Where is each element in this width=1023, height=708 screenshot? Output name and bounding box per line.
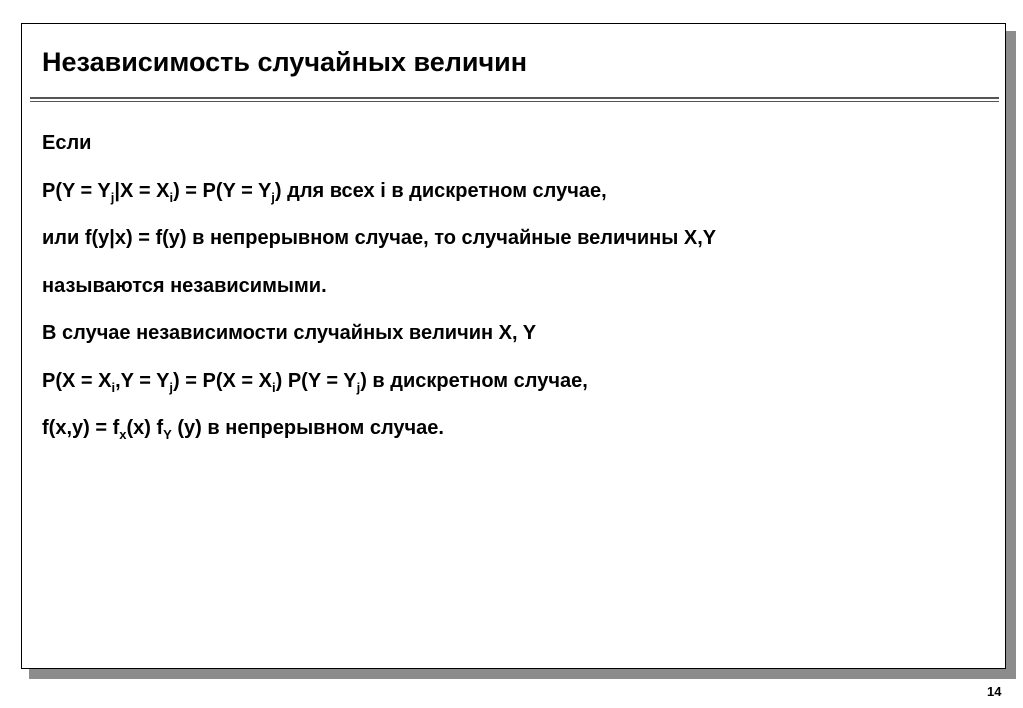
subscript: j [356, 379, 361, 395]
text-line [42, 220, 992, 268]
text-segment: ) P(Y = Y [275, 369, 357, 392]
text-segment: или f(y|x) = f(y) в непрерывном случае, то случайные величины X,Y [42, 227, 717, 249]
text-segment: Если [42, 132, 92, 154]
text-segment: (x) f [126, 417, 164, 439]
text-segment: ) = P(X = X [173, 369, 272, 392]
text-line [42, 315, 992, 363]
slide-title: Независимость случайных величин [42, 47, 528, 77]
subscript: j [271, 189, 275, 205]
text-segment: ) = P(Y = Y [173, 179, 272, 202]
text-line [42, 125, 992, 173]
text-segment: P(X = X [42, 369, 112, 392]
text-line [42, 268, 992, 316]
text-segment: ,Y = Y [115, 369, 170, 392]
subscript: j [169, 379, 174, 395]
text-segment: ) для всех i в дискретном случае, [274, 179, 607, 202]
page-number: 14 [987, 684, 1002, 699]
text-segment: (y) в непрерывном случае. [171, 417, 444, 439]
title-divider [30, 97, 999, 102]
slide-body [42, 125, 992, 458]
text-segment: P(Y = Y [42, 179, 111, 202]
subscript: i [271, 379, 276, 395]
slide-frame [21, 23, 1006, 669]
text-segment: ) в дискретном случае, [360, 369, 588, 392]
text-line [42, 410, 992, 458]
text-segment: |X = X [114, 179, 170, 202]
subscript: i [169, 189, 174, 205]
subscript: x [119, 427, 127, 442]
subscript: Y [163, 427, 172, 442]
text-segment: f(x,y) = f [42, 417, 120, 439]
text-segment: В случае независимости случайных величин X, Y [42, 322, 537, 344]
text-line [42, 173, 992, 221]
text-segment: называются независимыми. [42, 274, 327, 297]
text-line [42, 363, 992, 411]
subscript: j [110, 189, 115, 205]
subscript: i [111, 379, 116, 395]
